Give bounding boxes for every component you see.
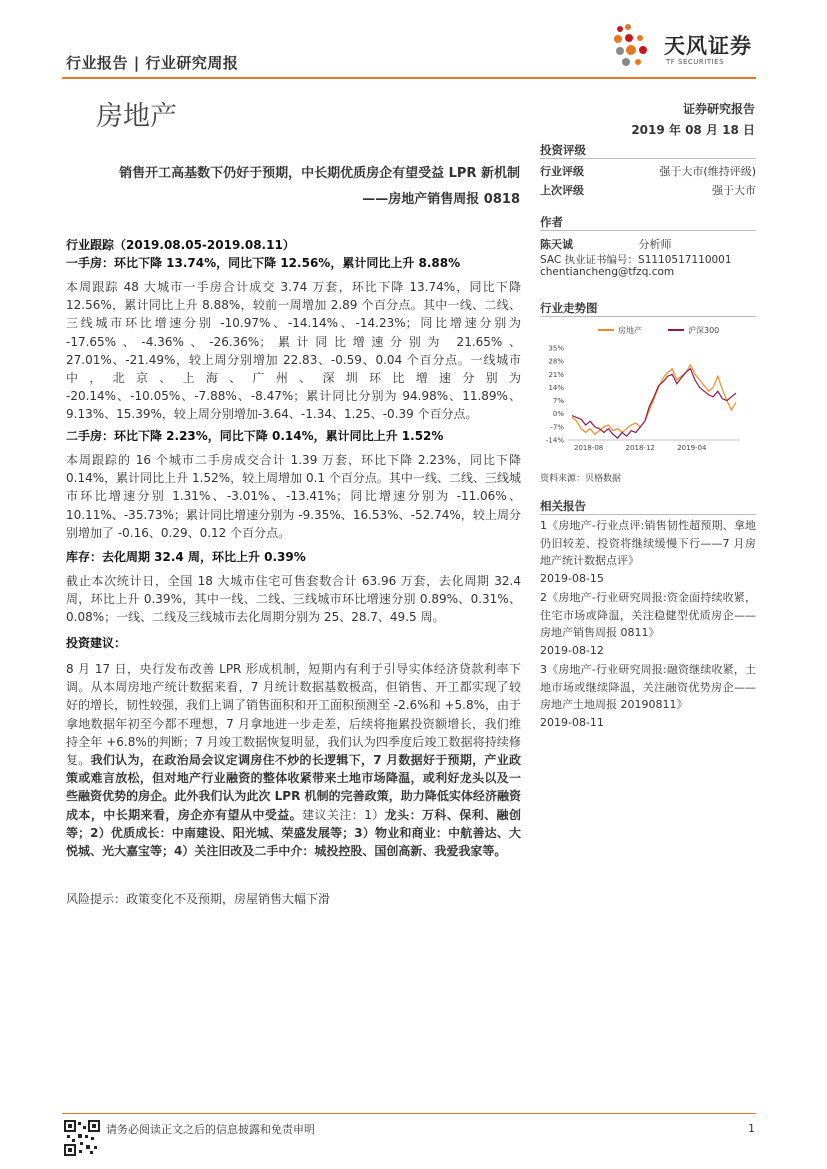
related-text: 1《房地产-行业点评:销售韧性超预期、拿地仍旧较差、投资将继续缓慢下行——7 月房地产统计数据点评》 [540,519,756,567]
series-line-hs300 [572,369,736,438]
related-item[interactable] [540,661,756,731]
brand-name: 天风证券 [664,34,752,58]
report-date: 2019 年 08 月 18 日 [631,123,755,137]
advice-tail-bold: 龙头：万科、保利、融创等；2）优质成长：中南建设、阳光城、荣盛发展等；3）物业和商业：中航善达、大悦城、光大嘉宝等；4）关注旧改及二手中介：城投控股、国创高新、我爱我家等。 [66,807,521,859]
chart-series [572,365,736,438]
related-item[interactable] [540,517,756,589]
y-tick-label: 14% [548,383,564,392]
new-home-paragraph: 本周跟踪 48 大城市一手房合计成交 3.74 万套，环比下降 13.74%，同比下降 12.56%，累计同比上升 8.88%，较前一周增加 2.89 个百分点。其中一线、二线、三线城市环比增速分别 -10.97%、-14.14%、-14.23%；同比增速分别为 -17.65%、-4.36%、-26.36%；累计同比增速分别为 21.65%、27.01%、-21.49%，较上周分别增加 22.83、-0.59、0.04 个百分点。一线城市中，北京、上海、广州、深圳环比增速分别为 -20.14%、-10.05%、-7.88%、-8.47%；累计同比分别为 94.98%、11.89%、9.13%、15.39%，较上周分别增加-3.64、-1.34、1.25、-0.39 个百分点。 [66,280,521,422]
advice-heading: 投资建议： [66,636,127,650]
y-tick-label: -14% [545,436,564,445]
related-item[interactable] [540,589,756,661]
related-divider [540,514,756,515]
rating-title: 投资评级 [540,143,586,157]
author-divider [540,230,756,231]
industry-trend-chart [540,320,756,460]
related-title: 相关报告 [540,499,586,513]
rating-divider [540,158,756,159]
x-axis-ticks [574,444,707,452]
prev-rating-label: 上次评级 [540,184,584,197]
y-tick-label: 35% [548,344,564,353]
related-date: 2019-08-12 [540,643,604,657]
advice-tail-plain: 建议关注：1） [302,807,385,822]
related-text: 2《房地产-行业研究周报:资金面持续收紧，住宅市场或降温，关注稳健型优质房企——房地产销售周报 0811》 [540,591,756,639]
second-hand-heading: 二手房：环比下降 2.23%，同比下降 0.14%，累计同比上升 1.52% [66,429,444,443]
qr-code-icon [64,1120,100,1156]
trend-divider [540,316,756,317]
author-role: 分析师 [638,238,672,251]
prev-rating-value: 强于大市 [712,184,756,197]
sector-title: 房地产 [96,101,177,132]
author-name: 陈天诚 [540,238,573,251]
author-name-row [540,236,756,252]
author-email: chentiancheng@tfzq.com [540,266,675,278]
x-tick-label: 2018-08 [574,444,604,452]
advice-plain: 8 月 17 日，央行发布改善 LPR 形成机制，短期内有利于引导实体经济贷款利率下调。从本周房地产统计数据来看，7 月统计数据基数极高，但销售、开工都实现了较好的增长，韧性较强，我们上调了销售面积和开工面积预测至 -2.6%和 +5.8%，由于拿地数据年初至今都不理想，7 月拿地进一步走差，后续将拖累投资额增长，我们维持全年 +6.8%的判断；7 月竣工数据恢复明显，我们认为四季度后竣工数据将持续修复。 [66,662,521,768]
advice-paragraph [66,660,521,860]
footer-disclaimer: 请务必阅读正文之后的信息披露和免责申明 [106,1123,315,1136]
industry-rating-value: 强于大市(维持评级) [659,165,756,178]
report-type: 证券研究报告 [682,102,755,116]
x-tick-label: 2019-04 [677,444,707,452]
new-home-heading: 一手房：环比下降 13.74%，同比下降 12.56%，累计同比上升 8.88% [66,256,461,270]
risk-warning: 风险提示：政策变化不及预期，房屋销售大幅下滑 [66,892,331,906]
series-line-realestate [572,365,736,435]
legend-label-realestate: 房地产 [618,326,642,335]
y-tick-label: 21% [548,370,564,379]
report-headline: 销售开工高基数下仍好于预期，中长期优质房企有望受益 LPR 新机制 [119,166,520,181]
y-tick-label: -7% [550,423,564,432]
footer-divider [62,1113,756,1114]
brand-name-en: TF SECURITIES [666,58,725,66]
second-hand-paragraph: 本周跟踪的 16 个城市二手房成交合计 1.39 万套，环比下降 2.23%，同比下降 0.14%，累计同比上升 1.52%，较上周增加 0.1 个百分点。其中一线、二线、三线城市环比增速分别 1.31%、-3.01%、-13.41%；同比增速分别为 -11.06%、10.11%、-35.73%；累计同比增速分别为 -9.35%、16.53%、-52.74%，较上周分别增加了 -0.16、0.29、0.12 个百分点。 [66,453,521,540]
advice-bold: 我们认为，在政治局会议定调房住不炒的长逻辑下，7 月数据好于预期，产业政策或难言放松，但对地产行业融资的整体收紧带来土地市场降温，或利好龙头以及一些融资优势的房企。此外我们认为此次 LPR 机制的完善政策，助力降低实体经济融资成本，中长期来看，房企亦有望从中受益。 [66,753,521,822]
related-date: 2019-08-15 [540,571,604,585]
logo-dots-icon [610,22,662,74]
report-category: 行业报告 | 行业研究周报 [66,54,239,72]
related-list [540,517,756,731]
inventory-paragraph: 截止本次统计日，全国 18 大城市住宅可售套数合计 63.96 万套，去化周期 32.4 周，环比上升 0.39%，其中一线、二线、三线城市环比增速分别 0.89%、0.31%、0.08%；一线、二线及三线城市去化周期分别为 25、28.7、49.5 周。 [66,574,521,625]
y-tick-label: 7% [552,397,564,406]
industry-rating-label: 行业评级 [540,165,584,178]
tracking-heading: 行业跟踪（2019.08.05-2019.08.11） [66,238,295,252]
y-axis-ticks [546,345,740,445]
industry-rating-row [540,163,756,179]
header-divider [62,77,756,79]
related-text: 3《房地产-行业研究周报:融资继续收紧，土地市场或继续降温，关注融资优势房企——房地产土地周报 20190811》 [540,663,756,711]
chart-legend [598,325,719,335]
inventory-heading: 库存：去化周期 32.4 周，环比上升 0.39% [66,550,306,564]
x-tick-label: 2018-12 [625,444,655,452]
trend-title: 行业走势图 [540,301,598,315]
report-subheadline: ——房地产销售周报 0818 [362,192,520,207]
legend-label-hs300: 沪深300 [688,326,720,335]
prev-rating-row [540,182,756,198]
y-tick-label: 0% [552,410,564,419]
related-date: 2019-08-11 [540,715,604,729]
author-title: 作者 [540,215,563,229]
author-license: SAC 执业证书编号：S1110517110001 [540,254,732,266]
page-number: 1 [748,1122,755,1135]
y-tick-label: 28% [548,357,564,366]
chart-source: 资料来源：贝格数据 [540,474,622,484]
